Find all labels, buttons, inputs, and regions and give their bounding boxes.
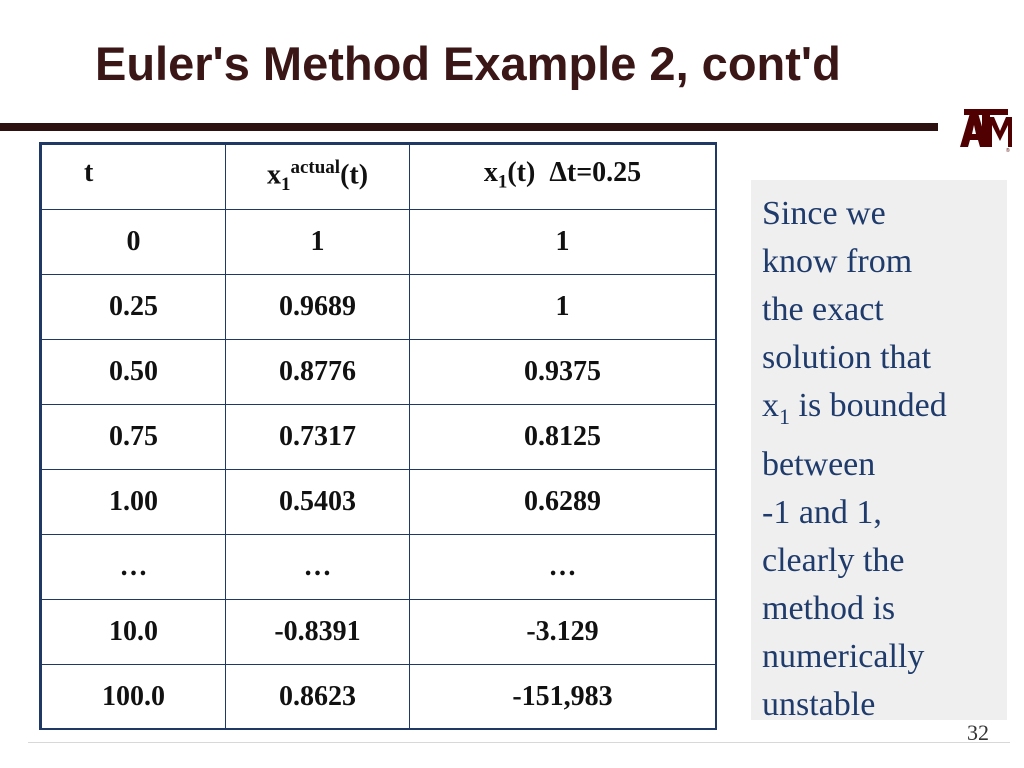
table-row: [42, 600, 716, 665]
note-line: between: [762, 445, 876, 483]
header-actual-sub: 1: [280, 173, 291, 195]
cell-euler: 1: [410, 210, 716, 275]
note-line: unstable: [762, 685, 876, 723]
cell-actual: 0.5403: [226, 470, 410, 535]
header-actual-suffix: (t): [340, 159, 369, 191]
table-row: [42, 405, 716, 470]
footer-divider: [28, 742, 1010, 743]
note-x-rest: is bounded: [790, 387, 947, 424]
results-table: [39, 142, 717, 730]
explanation-note: [751, 180, 1007, 723]
table-row: [42, 340, 716, 405]
texas-am-logo: [958, 103, 1014, 153]
cell-t: 0.75: [42, 405, 226, 470]
cell-actual: 1: [226, 210, 410, 275]
header-euler-step: Δt=0.25: [549, 157, 642, 188]
note-x-base: x: [762, 387, 779, 424]
cell-actual: 0.9689: [226, 275, 410, 340]
cell-t: …: [42, 535, 226, 600]
cell-t: 0: [42, 210, 226, 275]
table-row: [42, 470, 716, 535]
slide-title: Euler's Method Example 2, cont'd: [95, 37, 841, 90]
table-row: [42, 535, 716, 600]
page-number: 32: [967, 720, 989, 745]
cell-t: 10.0: [42, 600, 226, 665]
header-actual: [226, 145, 410, 210]
header-actual-sup: actual: [290, 157, 341, 178]
note-line: -1 and 1,: [762, 493, 882, 531]
note-line: the exact: [762, 291, 884, 328]
cell-actual: -0.8391: [226, 600, 410, 665]
cell-euler: -151,983: [410, 665, 716, 730]
cell-t: 1.00: [42, 470, 226, 535]
header-t: t: [42, 145, 226, 210]
cell-euler: -3.129: [410, 600, 716, 665]
cell-t: 0.50: [42, 340, 226, 405]
cell-actual: 0.8623: [226, 665, 410, 730]
cell-actual: …: [226, 535, 410, 600]
note-line: method is: [762, 589, 896, 627]
table-header-row: [42, 145, 716, 210]
table-row: [42, 210, 716, 275]
cell-t: 0.25: [42, 275, 226, 340]
header-euler: [410, 145, 716, 210]
cell-actual: 0.7317: [226, 405, 410, 470]
title-divider: [0, 123, 938, 131]
cell-t: 100.0: [42, 665, 226, 730]
header-actual-base: x: [266, 159, 281, 191]
cell-euler: …: [410, 535, 716, 600]
header-euler-suffix: (t): [507, 157, 536, 188]
note-line: know from: [762, 243, 913, 280]
table-row: [42, 275, 716, 340]
note-line: solution that: [762, 339, 932, 376]
cell-actual: 0.8776: [226, 340, 410, 405]
header-euler-sub: 1: [497, 171, 508, 193]
cell-euler: 1: [410, 275, 716, 340]
note-x-sub: 1: [779, 403, 790, 429]
note-line: numerically: [762, 637, 925, 675]
registered-mark: ®: [1006, 148, 1010, 153]
cell-euler: 0.9375: [410, 340, 716, 405]
cell-euler: 0.6289: [410, 470, 716, 535]
note-line: clearly the: [762, 541, 905, 579]
header-euler-base: x: [483, 157, 498, 188]
note-line: Since we: [762, 195, 886, 232]
note-line-bounded: [762, 382, 1007, 441]
table-row: [42, 665, 716, 730]
cell-euler: 0.8125: [410, 405, 716, 470]
